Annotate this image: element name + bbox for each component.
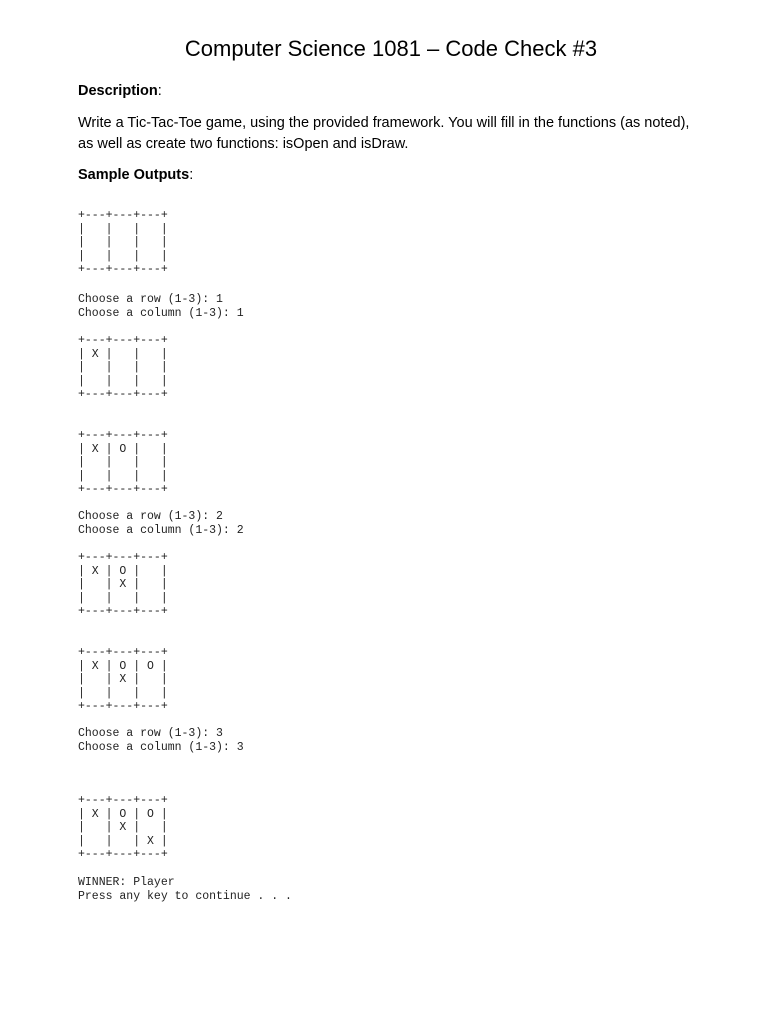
sample-outputs-heading: Sample Outputs [78, 167, 190, 183]
description-heading-line [78, 81, 162, 101]
description-heading: Description [78, 83, 158, 99]
prompt-move-2: Choose a row (1-3): 2 Choose a column (1-3): 2 [78, 510, 244, 537]
board-after-move-2: +---+---+---+ | X | O | | | | X | | | | | | +---+---+---+ [78, 551, 168, 619]
description-text: Write a Tic-Tac-Toe game, using the provided framework. You will fill in the functions (as noted), as well as create two functions: isOpen and isDraw. [78, 115, 690, 152]
heading-colon: : [189, 167, 194, 183]
board-after-computer-1: +---+---+---+ | X | O | | | | | | | | | | +---+---+---+ [78, 429, 168, 497]
prompt-move-1: Choose a row (1-3): 1 Choose a column (1-3): 1 [78, 293, 244, 320]
sample-outputs-heading-line [78, 165, 193, 185]
prompt-move-3: Choose a row (1-3): 3 Choose a column (1-3): 3 [78, 727, 244, 754]
board-empty: +---+---+---+ | | | | | | | | | | | | +---+---+---+ [78, 209, 168, 277]
winner-output: WINNER: Player Press any key to continue . . . [78, 876, 292, 903]
heading-colon: : [157, 83, 162, 99]
board-after-computer-2: +---+---+---+ | X | O | O | | | X | | | | | | +---+---+---+ [78, 646, 168, 714]
page-title: Computer Science 1081 – Code Check #3 [184, 36, 598, 61]
board-after-move-1: +---+---+---+ | X | | | | | | | | | | | +---+---+---+ [78, 334, 168, 402]
board-final: +---+---+---+ | X | O | O | | | X | | | | | X | +---+---+---+ [78, 794, 168, 862]
